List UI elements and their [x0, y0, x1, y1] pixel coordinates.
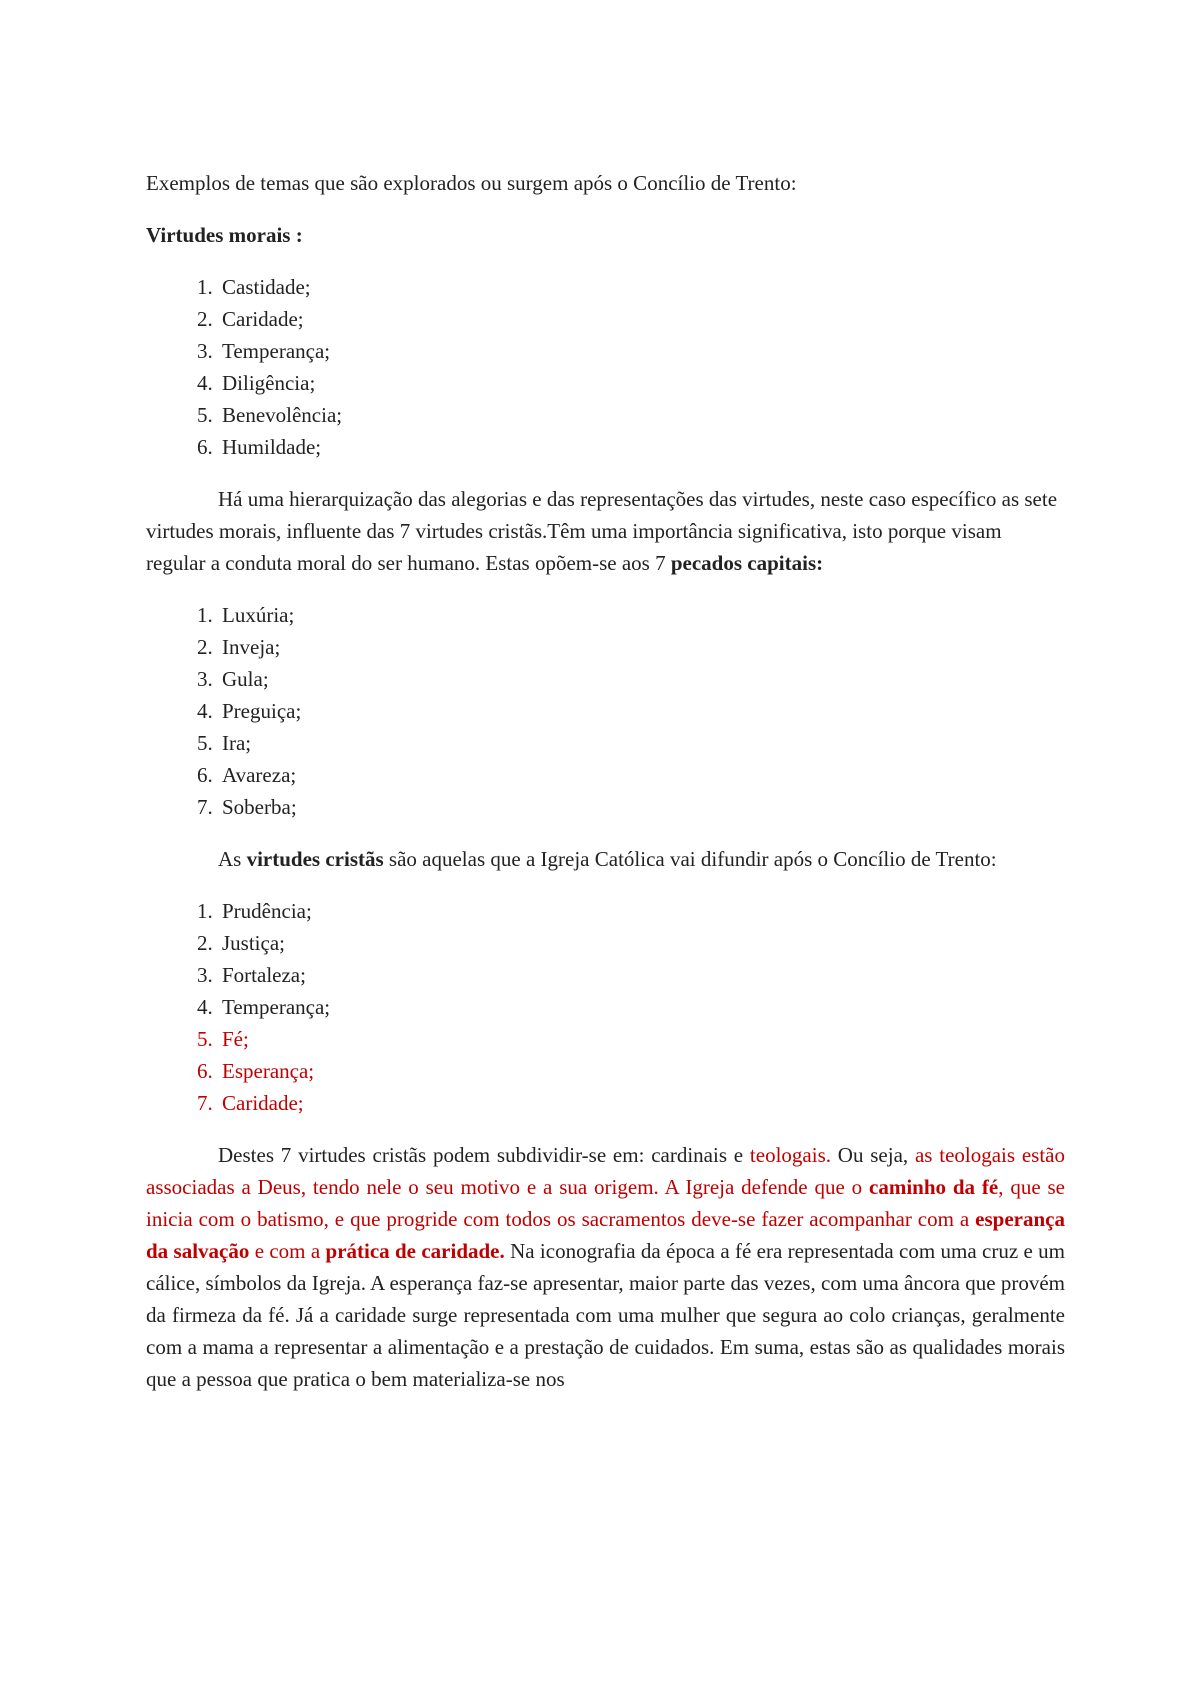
list-item: 4. Preguiça;	[218, 695, 1065, 727]
virtudes-cristas-term: virtudes cristãs	[246, 847, 384, 871]
list-item: 7. Soberba;	[218, 791, 1065, 823]
paragraph-text: são aquelas que a Igreja Católica vai difundir após o Concílio de Trento:	[383, 847, 997, 871]
paragraph-text: As	[218, 847, 247, 871]
paragraph-teologais	[146, 1139, 1065, 1395]
list-item-highlighted: 5. Fé;	[218, 1023, 1065, 1055]
virtudes-morais-heading: Virtudes morais :	[146, 223, 303, 247]
list-item: 2. Caridade;	[218, 303, 1065, 335]
list-item: 6. Humildade;	[218, 431, 1065, 463]
highlighted-bold-text: caminho da fé	[869, 1175, 999, 1199]
highlighted-text: teologais.	[749, 1143, 831, 1167]
list-item: 3. Gula;	[218, 663, 1065, 695]
list-item: 5. Ira;	[218, 727, 1065, 759]
pecados-capitais-list	[146, 599, 1065, 823]
list-item: 4. Diligência;	[218, 367, 1065, 399]
list-item-highlighted: 7. Caridade;	[218, 1087, 1065, 1119]
highlighted-text: as teologais estão associadas a Deus, tendo nele o seu motivo e a sua origem. A Igreja defende que o	[146, 1143, 1065, 1199]
virtudes-cristas-list	[146, 895, 1065, 1119]
list-item: 4. Temperança;	[218, 991, 1065, 1023]
paragraph-text: Destes 7 virtudes cristãs podem subdividir-se em: cardinais e	[218, 1143, 750, 1167]
list-item: 5. Benevolência;	[218, 399, 1065, 431]
list-item: 3. Fortaleza;	[218, 959, 1065, 991]
paragraph-text: Há uma hierarquização das alegorias e das representações das virtudes, neste caso específico as sete virtudes morais, influente das 7 virtudes cristãs.Têm uma importância significativa, isto porque visam regular a conduta moral do ser humano. Estas opõem-se aos 7	[146, 487, 1058, 575]
list-item: 1. Castidade;	[218, 271, 1065, 303]
paragraph-hierarquizacao	[146, 483, 1065, 579]
highlighted-text: , que se inicia com o batismo, e que progride com todos os sacramentos deve-se fazer acompanhar com a	[146, 1175, 1065, 1231]
highlighted-text: e com a	[249, 1239, 326, 1263]
list-item: 3. Temperança;	[218, 335, 1065, 367]
list-item: 1. Prudência;	[218, 895, 1065, 927]
paragraph-text: Na iconografia da época a fé era representada com uma cruz e um cálice, símbolos da Igreja. A esperança faz-se apresentar, maior parte das vezes, com uma âncora que provém da firmeza da fé. Já a caridade surge representada com uma mulher que segura ao colo crianças, geralmente com a mama a representar a alimentação e a prestação de cuidados. Em suma, estas são as qualidades morais que a pessoa que pratica o bem materializa-se nos	[146, 1239, 1066, 1391]
list-item: 1. Luxúria;	[218, 599, 1065, 631]
highlighted-bold-text: esperança da salvação	[146, 1207, 1065, 1263]
list-item: 2. Inveja;	[218, 631, 1065, 663]
list-item-highlighted: 6. Esperança;	[218, 1055, 1065, 1087]
virtudes-morais-list	[146, 271, 1065, 463]
intro-text: Exemplos de temas que são explorados ou surgem após o Concílio de Trento:	[146, 171, 797, 195]
pecados-capitais-heading: pecados capitais:	[670, 551, 824, 575]
highlighted-bold-text: prática de caridade.	[325, 1239, 505, 1263]
paragraph-text: Ou seja,	[831, 1143, 915, 1167]
list-item: 6. Avareza;	[218, 759, 1065, 791]
list-item: 2. Justiça;	[218, 927, 1065, 959]
paragraph-virtudes-cristas	[146, 843, 1065, 875]
